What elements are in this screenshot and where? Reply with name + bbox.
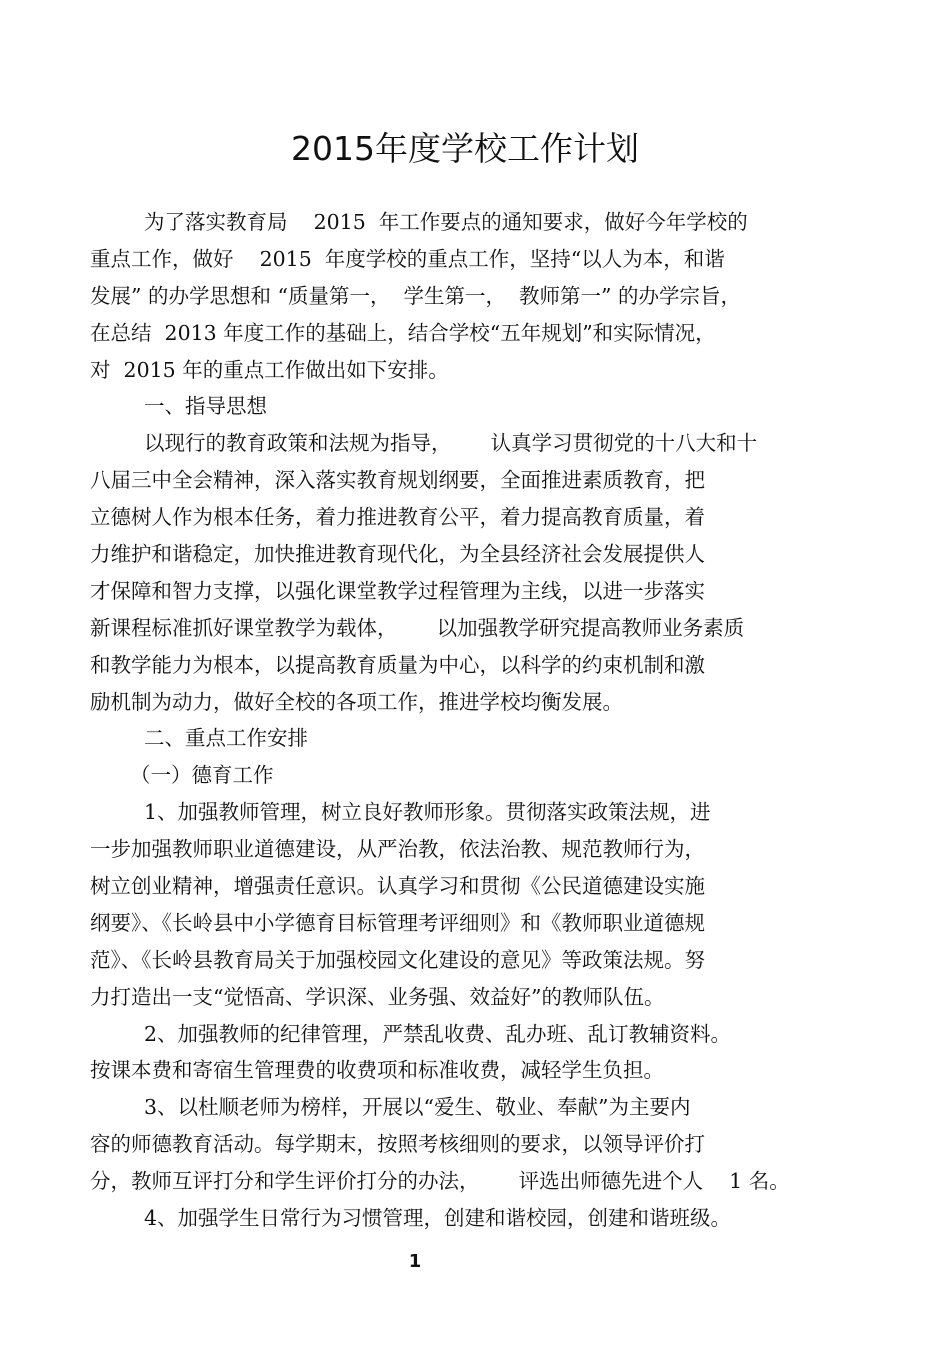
paragraph-line: 容的师德教育活动。每学期末，按照考核细则的要求，以领导评价打: [90, 1132, 705, 1157]
section-heading: 一、指导思想: [144, 394, 267, 419]
paragraph-line: 范》、《长岭县教育局关于加强校园文化建设的意见》等政策法规。努: [90, 947, 705, 972]
paragraph-line: 力打造出一支“觉悟高、学识深、业务强、效益好”的教师队伍。: [90, 984, 665, 1009]
paragraph-line: 为了落实教育局 2015 年工作要点的通知要求，做好今年学校的: [144, 210, 748, 234]
paragraph-line: 八届三中全会精神，深入落实教育规划纲要，全面推进素质教育，把: [90, 468, 705, 493]
paragraph-line: 新课程标准抓好课堂教学为载体， 以加强教学研究提高教师业务素质: [90, 615, 745, 640]
paragraph-line: 对 2015 年的重点工作做出如下安排。: [90, 357, 449, 382]
paragraph-line: 和教学能力为根本，以提高教育质量为中心，以科学的约束机制和激: [90, 652, 705, 677]
paragraph-line: 纲要》、《长岭县中小学德育目标管理考评细则》和《教师职业道德规: [90, 910, 705, 935]
subsection-heading: （一）德育工作: [130, 763, 274, 788]
paragraph-line: 按课本费和寄宿生管理费的收费项和标准收费，减轻学生负担。: [90, 1058, 664, 1083]
paragraph-line: 1、加强教师管理，树立良好教师形象。贯彻落实政策法规，进: [144, 800, 711, 825]
paragraph-line: 在总结 2013 年度工作的基础上，结合学校“五年规划”和实际情况，: [90, 320, 716, 345]
paragraph-line: 分，教师互评打分和学生评价打分的办法， 评选出师德先进个人 1 名。: [90, 1169, 790, 1194]
paragraph-line: 一步加强教师职业道德建设，从严治教，依法治教、规范教师行为，: [90, 837, 705, 862]
paragraph-line: 以现行的教育政策和法规为指导， 认真学习贯彻党的十八大和十: [144, 431, 758, 456]
body-text: [90, 204, 890, 1237]
paragraph-line: 发展” 的办学思想和 “质量第一， 学生第一， 教师第一” 的办学宗旨，: [90, 283, 742, 308]
paragraph-line: 4、加强学生日常行为习惯管理，创建和谐校园，创建和谐班级。: [144, 1206, 732, 1231]
paragraph-line: 树立创业精神，增强责任意识。认真学习和贯彻《公民道德建设实施: [90, 874, 705, 899]
paragraph-line: 2、加强教师的纪律管理，严禁乱收费、乱办班、乱订教辅资料。: [144, 1021, 732, 1046]
paragraph-line: 才保障和智力支撑，以强化课堂教学过程管理为主线，以进一步落实: [90, 578, 705, 603]
paragraph-line: 重点工作，做好 2015 年度学校的重点工作，坚持“以人为本，和谐: [90, 246, 725, 271]
paragraph-line: 立德树人作为根本任务，着力推进教育公平，着力提高教育质量，着: [90, 505, 705, 530]
section-heading: 二、重点工作安排: [144, 726, 308, 751]
paragraph-line: 力维护和谐稳定，加快推进教育现代化，为全县经济社会发展提供人: [90, 542, 705, 567]
page-title: 2015年度学校工作计划: [291, 129, 639, 168]
page-number: 1: [408, 1251, 422, 1272]
paragraph-line: 励机制为动力，做好全校的各项工作，推进学校均衡发展。: [90, 689, 623, 714]
paragraph-line: 3、以杜顺老师为榜样，开展以“爱生、敬业、奉献”为主要内: [144, 1095, 691, 1120]
